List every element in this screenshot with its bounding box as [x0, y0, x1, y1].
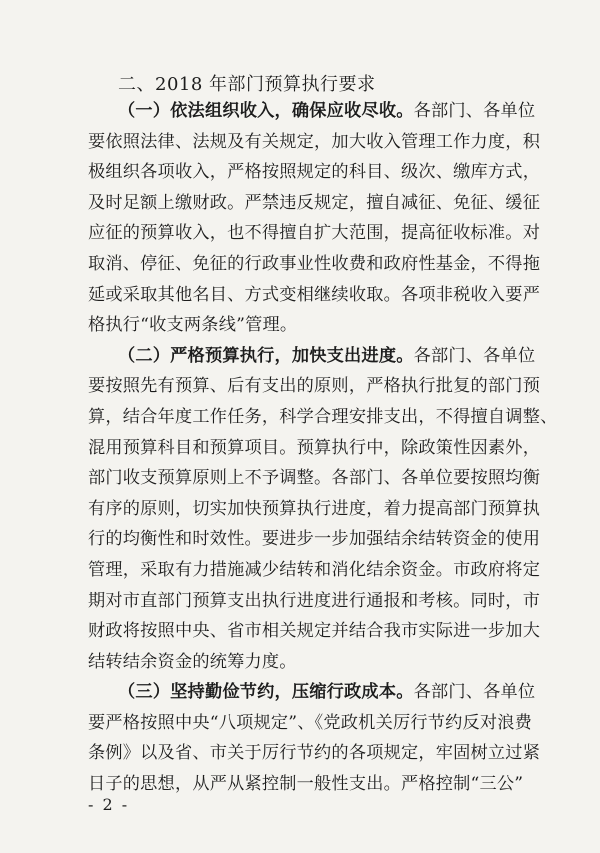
text-line [88, 586, 541, 617]
text-line [88, 371, 541, 402]
paragraph-lead: （三）坚持勤俭节约，压缩行政成本。 [118, 682, 414, 703]
body-text [88, 96, 558, 800]
line-text: 要按照先有预算、后有支出的原则，严格执行批复的部门预 [88, 376, 541, 397]
text-line [88, 249, 541, 280]
text-line [88, 738, 541, 769]
line-text: 日子的思想，从严从紧控制一般性支出。严格控制“三公” [88, 774, 524, 795]
text-line [88, 524, 541, 555]
line-text: 有序的原则，切实加快预算执行进度，着力提高部门预算执 [88, 498, 541, 519]
line-text: 条例》以及省、市关于厉行节约的各项规定，牢固树立过紧 [88, 743, 541, 764]
line-text: 结转结余资金的统筹力度。 [88, 651, 297, 672]
text-line [88, 127, 541, 158]
text-line [88, 555, 541, 586]
text-line [88, 463, 541, 494]
line-text: 延或采取其他名目、方式变相继续收取。各项非税收入要严 [88, 284, 541, 305]
text-line [88, 96, 536, 127]
line-text: 格执行“收支两条线”管理。 [88, 315, 298, 336]
text-line [88, 280, 541, 311]
text-line [88, 769, 528, 800]
text-line [88, 677, 536, 708]
line-text: 要依照法律、法规及有关规定，加大收入管理工作力度，积 [88, 131, 541, 152]
line-text: 财政将按照中央、省市相关规定并结合我市实际进一步加大 [88, 621, 541, 642]
page-number: - 2 - [88, 795, 130, 814]
line-text: 各部门、各单位 [413, 101, 536, 121]
text-line [88, 616, 541, 647]
paragraph-lead: （二）严格预算执行，加快支出进度。 [118, 345, 414, 366]
line-text: 行的均衡性和时效性。要进步一步加强结余结转资金的使用 [88, 529, 541, 550]
line-text: 极组织各项收入，严格按照规定的科目、级次、缴库方式， [88, 162, 541, 183]
line-text: 部门收支预算原则上不予调整。各部门、各单位要按照均衡 [88, 468, 541, 489]
text-line [88, 157, 541, 188]
line-text: 管理，采取有力措施减少结转和消化结余资金。市政府将定 [88, 559, 541, 580]
line-text: 各部门、各单位 [413, 345, 536, 366]
text-line [88, 341, 536, 372]
paragraph-lead: （一）依法组织收入，确保应收尽收。 [118, 101, 414, 121]
line-text: 及时足额上缴财政。严禁违反规定，擅自减征、免征、缓征 [88, 192, 541, 213]
line-text: 取消、停征、免征的行政事业性收费和政府性基金，不得拖 [88, 253, 541, 274]
text-line [88, 218, 541, 249]
line-text: 期对市直部门预算支出执行进度进行通报和考核。同时，市 [88, 590, 541, 611]
text-line [88, 310, 528, 341]
line-text: 应征的预算收入，也不得擅自扩大范围，提高征收标准。对 [88, 223, 541, 244]
text-line [88, 402, 558, 433]
section-heading: 二、2018 年部门预算执行要求 [118, 74, 376, 95]
text-line [88, 188, 541, 219]
line-text: 各部门、各单位 [413, 682, 536, 703]
line-text: 混用预算科目和预算项目。预算执行中，除政策性因素外， [88, 437, 541, 458]
line-text: 要严格按照中央“八项规定”、《党政机关厉行节约反对浪费 [88, 712, 533, 733]
text-line [88, 647, 528, 678]
line-text: 算，结合年度工作任务，科学合理安排支出，不得擅自调整、 [88, 406, 558, 427]
text-line [88, 708, 533, 739]
text-line [88, 433, 541, 464]
text-line [88, 494, 541, 525]
